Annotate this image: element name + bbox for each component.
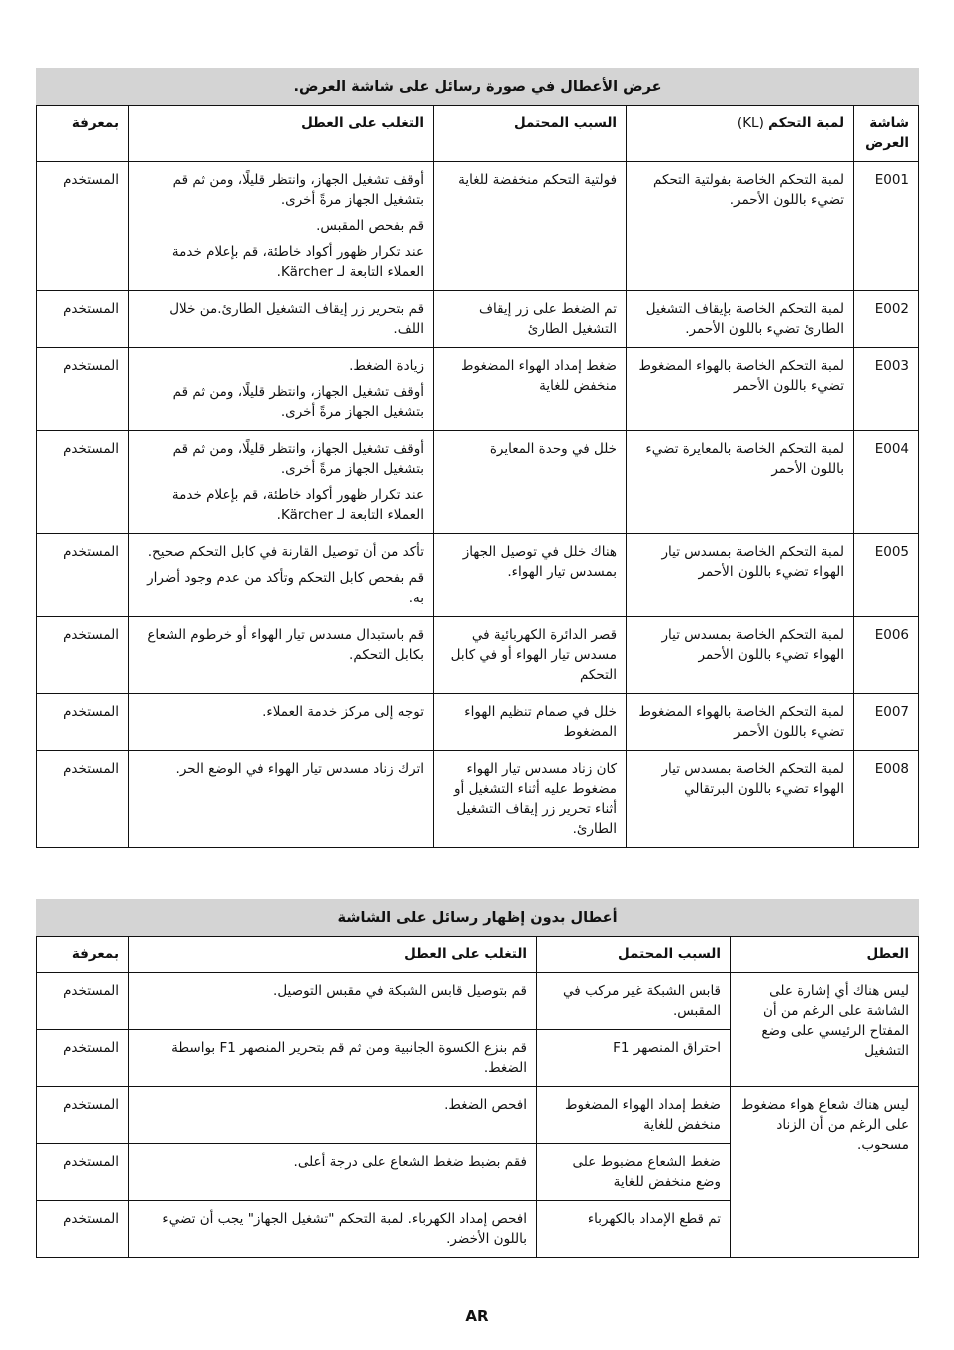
faults-without-messages-table — [36, 899, 919, 1258]
table-row — [37, 1087, 919, 1144]
performed-by: المستخدم — [37, 534, 129, 617]
remedy — [129, 694, 434, 751]
possible-cause: قابس الشبكة غير مركب في المقبس. — [537, 973, 731, 1030]
remedy-step: قم باستبدال مسدس تيار الهواء أو خرطوم الشعاع بكابل التحكم. — [147, 627, 425, 663]
performed-by: المستخدم — [37, 348, 129, 431]
table-row — [37, 162, 919, 291]
possible-cause: ضغط إمداد الهواء المضغوط منخفض للغاية — [434, 348, 627, 431]
error-code: E006 — [854, 617, 919, 694]
performed-by: المستخدم — [37, 162, 129, 291]
header-cause: السبب المحتمل — [537, 937, 731, 973]
control-lamp: لمبة التحكم الخاصة بإيقاف التشغيل الطارئ تضيء باللون الأحمر. — [627, 291, 854, 348]
header-by: بمعرفة — [37, 106, 129, 162]
remedy: افحص إمداد الكهرباء. لمبة التحكم "تشغيل الجهاز" يجب أن تضيء باللون الأخضر. — [129, 1201, 537, 1258]
possible-cause: قصر الدائرة الكهربائية في مسدس تيار الهواء أو في كابل التحكم — [434, 617, 627, 694]
possible-cause: هناك خلل في توصيل الجهاز بمسدس تيار الهواء. — [434, 534, 627, 617]
possible-cause: ضغط الشعاع مضبوط على وضع منخفض للغاية — [537, 1144, 731, 1201]
remedy-step: أوقف تشغيل الجهاز، وانتظر قليلًا، ومن ثم قم بتشغيل الجهاز مرةً أخرى. — [172, 384, 425, 420]
remedy: قم بنزع الكسوة الجانبية ومن ثم قم بتحرير المنصهر F1 بواسطة الضغط. — [129, 1030, 537, 1087]
header-fault: العطل — [731, 937, 919, 973]
page-label: AR — [465, 1307, 489, 1325]
remedy — [129, 348, 434, 431]
remedy-step: أوقف تشغيل الجهاز، وانتظر قليلًا، ومن ثم قم بتشغيل الجهاز مرةً أخرى. — [172, 441, 425, 477]
table-row — [37, 751, 919, 848]
header-lamp — [627, 106, 854, 162]
table-row — [37, 617, 919, 694]
control-lamp: لمبة التحكم الخاصة بمسدس تيار الهواء تضيء باللون الأحمر — [627, 534, 854, 617]
performed-by: المستخدم — [37, 1144, 129, 1201]
fault: ليس هناك شعاع هواء مضغوط على الرغم من أن الزناد مسحوب. — [731, 1087, 919, 1258]
remedy: فقم بضبط ضغط الشعاع على درجة أعلى. — [129, 1144, 537, 1201]
possible-cause: خلل في صمام تنظيم الهواء المضغوط — [434, 694, 627, 751]
header-cause: السبب المحتمل — [434, 106, 627, 162]
performed-by: المستخدم — [37, 1087, 129, 1144]
control-lamp: لمبة التحكم الخاصة بالهواء المضغوط تضيء باللون الأحمر — [627, 694, 854, 751]
remedy — [129, 617, 434, 694]
remedy — [129, 162, 434, 291]
possible-cause: تم قطع الإمداد بالكهرباء — [537, 1201, 731, 1258]
performed-by: المستخدم — [37, 617, 129, 694]
remedy — [129, 751, 434, 848]
remedy-step: قم بتحرير زر إيقاف التشغيل الطارئ.من خلال اللف. — [169, 301, 425, 337]
performed-by: المستخدم — [37, 1201, 129, 1258]
error-code: E004 — [854, 431, 919, 534]
performed-by: المستخدم — [37, 694, 129, 751]
remedy-step: زيادة الضغط. — [349, 358, 425, 374]
remedy: قم بتوصيل قابس الشبكة في مقبس التوصيل. — [129, 973, 537, 1030]
table-row — [37, 694, 919, 751]
performed-by: المستخدم — [37, 291, 129, 348]
header-lamp-suffix: (KL) — [736, 115, 769, 131]
table-header-row — [37, 106, 919, 162]
error-code: E007 — [854, 694, 919, 751]
possible-cause: تم الضغط على زر إيقاف التشغيل الطارئ — [434, 291, 627, 348]
possible-cause: فولتية التحكم منخفضة للغاية — [434, 162, 627, 291]
remedy-step: أوقف تشغيل الجهاز، وانتظر قليلًا، ومن ثم قم بتشغيل الجهاز مرةً أخرى. — [172, 172, 425, 208]
performed-by: المستخدم — [37, 751, 129, 848]
performed-by: المستخدم — [37, 1030, 129, 1087]
remedy-step: تأكد من أن توصيل القارنة في كابل التحكم صحيح. — [147, 544, 425, 560]
control-lamp: لمبة التحكم الخاصة بمسدس تيار الهواء تضيء باللون الأحمر — [627, 617, 854, 694]
header-remedy: التغلب على العطل — [129, 106, 434, 162]
remedy-step: عند تكرار ظهور أكواد خاطئة، قم بإعلام خدمة العملاء التابعة لـ Kärcher. — [171, 487, 425, 523]
remedy-step: قم بفحص كابل التحكم وتأكد من عدم وجود أضرار به. — [147, 570, 425, 606]
remedy-step: توجه إلى مركز خدمة العملاء. — [262, 704, 425, 720]
remedy: افحص الضغط. — [129, 1087, 537, 1144]
header-display: شاشة العرض — [854, 106, 919, 162]
control-lamp: لمبة التحكم الخاصة بمسدس تيار الهواء تضيء باللون البرتقالي — [627, 751, 854, 848]
remedy — [129, 291, 434, 348]
remedy-step: اترك زناد مسدس تيار الهواء في الوضع الحر. — [175, 761, 425, 777]
remedy — [129, 534, 434, 617]
possible-cause: احتراق المنصهر F1 — [537, 1030, 731, 1087]
header-lamp-bold: لمبة التحكم — [768, 115, 845, 131]
control-lamp: لمبة التحكم الخاصة بفولتية التحكم تضيء باللون الأحمر. — [627, 162, 854, 291]
possible-cause: كان زناد مسدس تيار الهواء مضغوط عليه أثناء التشغيل أو أثناء تحرير زر إيقاف التشغيل الطارئ. — [434, 751, 627, 848]
table-row — [37, 973, 919, 1030]
control-lamp: لمبة التحكم الخاصة بالمعايرة تضيء باللون الأحمر — [627, 431, 854, 534]
performed-by: المستخدم — [37, 973, 129, 1030]
error-code: E008 — [854, 751, 919, 848]
table-row — [37, 348, 919, 431]
header-remedy: التغلب على العطل — [129, 937, 537, 973]
error-code: E001 — [854, 162, 919, 291]
error-code: E003 — [854, 348, 919, 431]
header-by: بمعرفة — [37, 937, 129, 973]
error-code: E005 — [854, 534, 919, 617]
error-messages-table — [36, 68, 919, 848]
fault: ليس هناك أي إشارة على الشاشة على الرغم من أن المفتاح الرئيسي على وضع التشغيل — [731, 973, 919, 1087]
table-row — [37, 291, 919, 348]
performed-by: المستخدم — [37, 431, 129, 534]
remedy — [129, 431, 434, 534]
table-header-row — [37, 937, 919, 973]
table-row — [37, 534, 919, 617]
remedy-step: قم بفحص المقبس. — [316, 218, 425, 234]
table-title: أعطال بدون إظهار رسائل على الشاشة — [37, 900, 919, 937]
remedy-step: عند تكرار ظهور أكواد خاطئة، قم بإعلام خدمة العملاء التابعة لـ Kärcher. — [171, 244, 425, 280]
table-row — [37, 431, 919, 534]
possible-cause: خلل في وحدة المعايرة — [434, 431, 627, 534]
possible-cause: ضغط إمداد الهواء المضغوط منخفض للغاية — [537, 1087, 731, 1144]
control-lamp: لمبة التحكم الخاصة بالهواء المضغوط تضيء باللون الأحمر — [627, 348, 854, 431]
error-code: E002 — [854, 291, 919, 348]
table-title: عرض الأعطال في صورة رسائل على شاشة العرض. — [37, 69, 919, 106]
